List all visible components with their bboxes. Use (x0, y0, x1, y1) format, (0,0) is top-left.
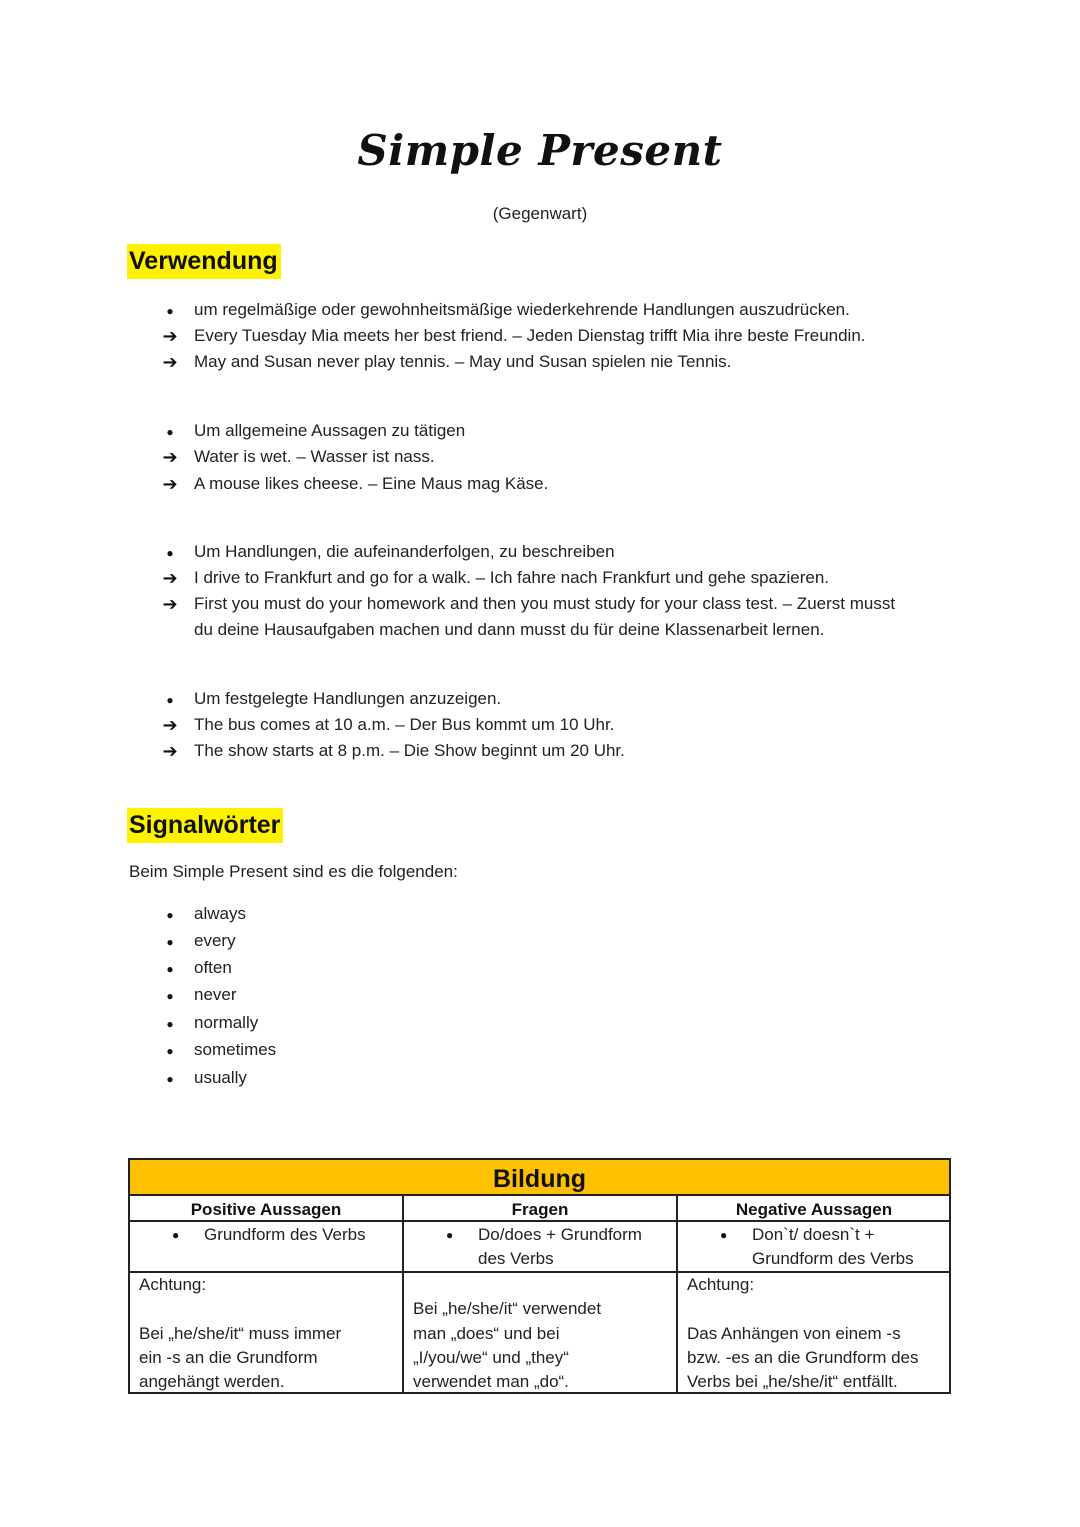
bullet-dot: ● (166, 989, 174, 1003)
bildung-table (128, 1158, 951, 1394)
bullet-dot: ● (166, 935, 174, 949)
note-negative-label: Achtung: (687, 1275, 755, 1294)
column-header-questions: Fragen (511, 1200, 569, 1219)
bullet-dot: ● (166, 546, 174, 560)
page-title: Simple Present (357, 126, 723, 175)
signal-word: often (194, 958, 232, 977)
arrow-icon: ➔ (162, 474, 178, 494)
note-questions: man „does“ und bei (413, 1324, 560, 1343)
bullet-dot: ● (446, 1228, 454, 1242)
signal-word: normally (194, 1013, 259, 1032)
bullet-dot: ● (166, 962, 174, 976)
note-negative: bzw. -es an die Grundform des (687, 1348, 919, 1367)
rule-positive: Grundform des Verbs (204, 1225, 366, 1244)
signal-word: usually (194, 1068, 247, 1087)
arrow-icon: ➔ (162, 594, 178, 614)
arrow-icon: ➔ (162, 352, 178, 372)
usage-example: The show starts at 8 p.m. – Die Show beginnt um 20 Uhr. (194, 741, 625, 760)
rule-questions: Do/does + Grundform (478, 1225, 642, 1244)
note-questions: verwendet man „do“. (413, 1372, 569, 1391)
signal-word: every (194, 931, 236, 950)
note-positive-label: Achtung: (139, 1275, 207, 1294)
bullet-dot: ● (166, 1017, 174, 1031)
page-subtitle: (Gegenwart) (492, 204, 588, 223)
bullet-dot: ● (166, 908, 174, 922)
rule-negative-cont: Grundform des Verbs (752, 1249, 914, 1268)
note-questions: „I/you/we“ und „they“ (413, 1348, 569, 1367)
column-header-positive: Positive Aussagen (190, 1200, 342, 1219)
table-title: Bildung (130, 1160, 949, 1196)
usage-example: I drive to Frankfurt and go for a walk. – Ich fahre nach Frankfurt und gehe spazieren. (194, 568, 830, 587)
bullet-dot: ● (166, 693, 174, 707)
rule-questions-cont: des Verbs (478, 1249, 554, 1268)
table-divider (676, 1196, 678, 1392)
bullet-dot: ● (166, 425, 174, 439)
usage-example: First you must do your homework and then you must study for your class test. – Zuerst musst (194, 594, 896, 613)
usage-example: Water is wet. – Wasser ist nass. (194, 447, 435, 466)
heading-verwendung: Verwendung (127, 244, 281, 279)
signal-word: sometimes (194, 1040, 277, 1059)
bullet-dot: ● (720, 1228, 728, 1242)
usage-bullet: um regelmäßige oder gewohnheitsmäßige wiederkehrende Handlungen auszudrücken. (194, 300, 850, 319)
arrow-icon: ➔ (162, 715, 178, 735)
note-negative: Das Anhängen von einem -s (687, 1324, 901, 1343)
note-positive: angehängt werden. (139, 1372, 285, 1391)
bullet-dot: ● (172, 1228, 180, 1242)
note-positive: ein -s an die Grundform (139, 1348, 318, 1367)
rule-negative: Don`t/ doesn`t + (752, 1225, 875, 1244)
usage-bullet: Um allgemeine Aussagen zu tätigen (194, 421, 466, 440)
arrow-icon: ➔ (162, 447, 178, 467)
arrow-icon: ➔ (162, 326, 178, 346)
usage-example-continuation: du deine Hausaufgaben machen und dann musst du für deine Klassenarbeit lernen. (194, 620, 825, 639)
table-divider (402, 1196, 404, 1392)
note-negative: Verbs bei „he/she/it“ entfällt. (687, 1372, 898, 1391)
signal-word: never (194, 985, 237, 1004)
usage-bullet: Um Handlungen, die aufeinanderfolgen, zu beschreiben (194, 542, 615, 561)
arrow-icon: ➔ (162, 568, 178, 588)
usage-example: May and Susan never play tennis. – May und Susan spielen nie Tennis. (194, 352, 732, 371)
bullet-dot: ● (166, 1044, 174, 1058)
heading-signalwoerter: Signalwörter (127, 808, 283, 843)
note-positive: Bei „he/she/it“ muss immer (139, 1324, 342, 1343)
arrow-icon: ➔ (162, 741, 178, 761)
note-questions: Bei „he/she/it“ verwendet (413, 1299, 602, 1318)
signal-word: always (194, 904, 246, 923)
usage-example: Every Tuesday Mia meets her best friend. – Jeden Dienstag trifft Mia ihre beste Freundin. (194, 326, 866, 345)
bullet-dot: ● (166, 304, 174, 318)
usage-bullet: Um festgelegte Handlungen anzuzeigen. (194, 689, 502, 708)
signal-intro: Beim Simple Present sind es die folgenden: (129, 862, 458, 881)
table-divider (130, 1271, 949, 1273)
usage-example: A mouse likes cheese. – Eine Maus mag Käse. (194, 474, 549, 493)
column-header-negative: Negative Aussagen (735, 1200, 893, 1219)
usage-example: The bus comes at 10 a.m. – Der Bus kommt um 10 Uhr. (194, 715, 615, 734)
bullet-dot: ● (166, 1072, 174, 1086)
